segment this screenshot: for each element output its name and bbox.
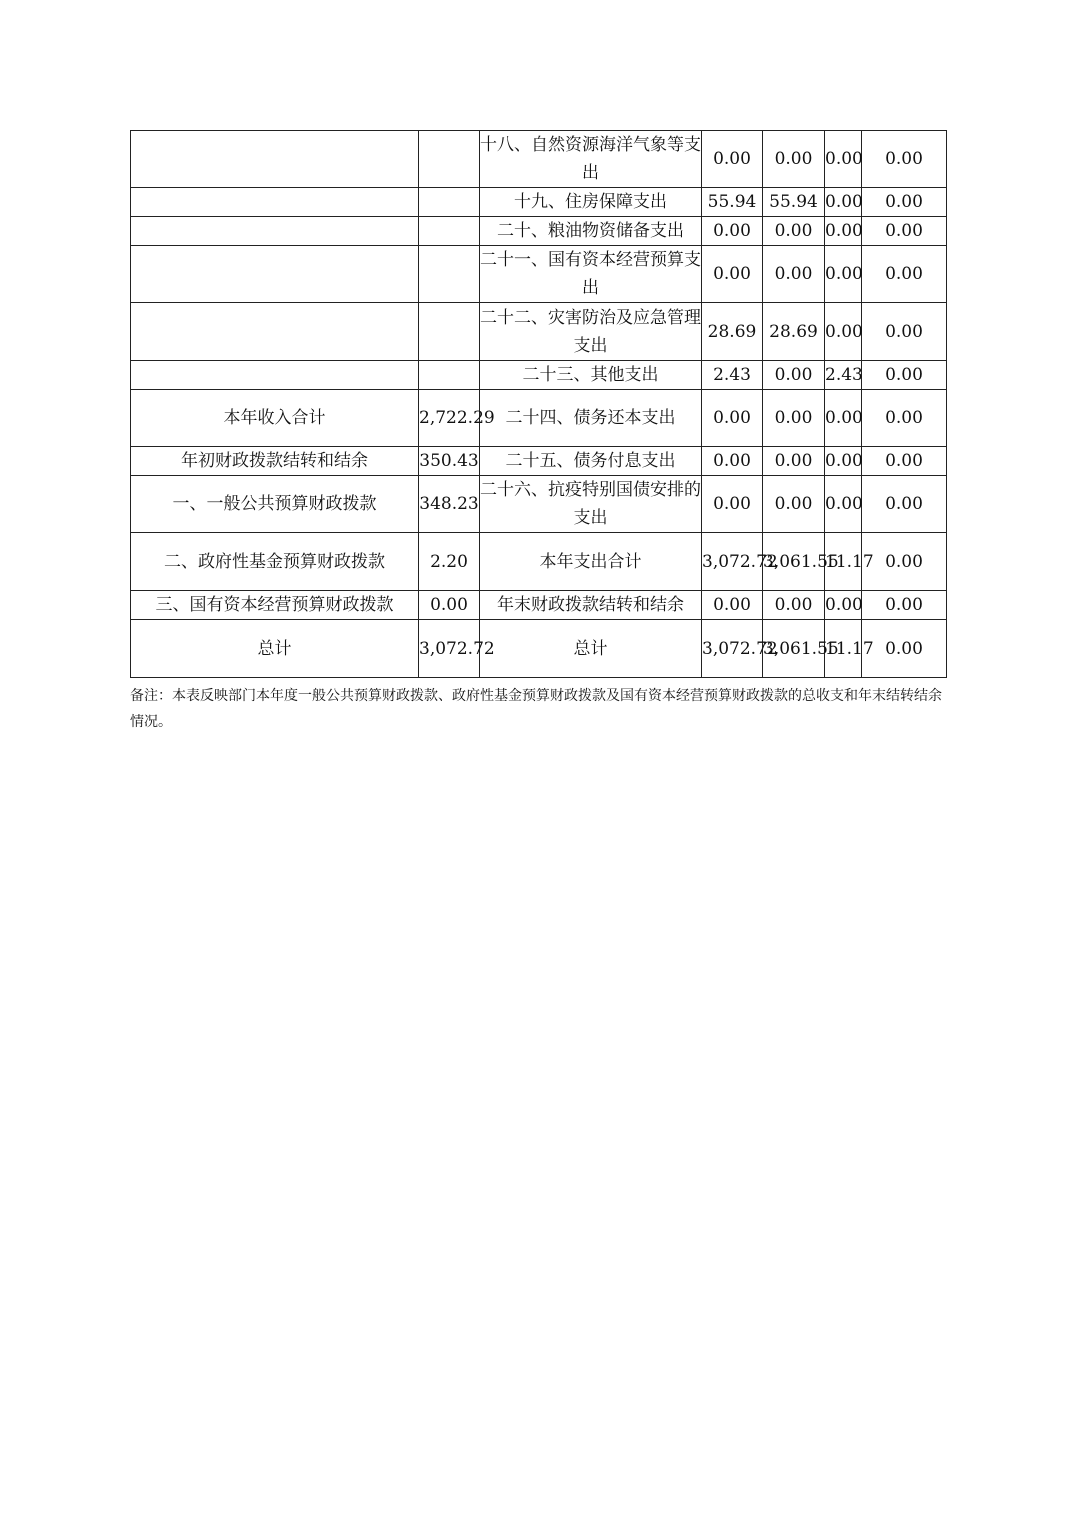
expense-state-capital-cell: 0.00 — [862, 620, 947, 678]
expense-total-cell: 0.00 — [702, 131, 763, 188]
income-item-cell — [131, 361, 419, 390]
income-item-cell: 二、政府性基金预算财政拨款 — [131, 533, 419, 591]
income-item-cell: 三、国有资本经营预算财政拨款 — [131, 591, 419, 620]
expense-general-cell: 0.00 — [763, 131, 825, 188]
expense-item-cell: 年末财政拨款结转和结余 — [480, 591, 702, 620]
expense-general-cell: 0.00 — [763, 246, 825, 303]
income-item-cell — [131, 246, 419, 303]
expense-state-capital-cell: 0.00 — [862, 476, 947, 533]
expense-general-cell: 28.69 — [763, 303, 825, 361]
income-amount-cell: 348.23 — [419, 476, 480, 533]
expense-fund-cell: 0.00 — [825, 217, 862, 246]
expense-fund-cell: 0.00 — [825, 131, 862, 188]
expense-fund-cell: 11.17 — [825, 533, 862, 591]
expense-state-capital-cell: 0.00 — [862, 246, 947, 303]
expense-general-cell: 0.00 — [763, 390, 825, 447]
expense-total-cell: 3,072.72 — [702, 620, 763, 678]
income-amount-cell — [419, 131, 480, 188]
expense-state-capital-cell: 0.00 — [862, 217, 947, 246]
expense-item-cell: 二十、粮油物资储备支出 — [480, 217, 702, 246]
income-item-cell: 年初财政拨款结转和结余 — [131, 447, 419, 476]
income-item-cell — [131, 303, 419, 361]
table-row — [131, 620, 947, 678]
income-amount-cell — [419, 303, 480, 361]
expense-item-cell: 二十一、国有资本经营预算支出 — [480, 246, 702, 303]
expense-item-cell: 二十二、灾害防治及应急管理支出 — [480, 303, 702, 361]
table-row — [131, 533, 947, 591]
expense-state-capital-cell: 0.00 — [862, 131, 947, 188]
expense-general-cell: 3,061.55 — [763, 533, 825, 591]
income-amount-cell: 2.20 — [419, 533, 480, 591]
expense-total-cell: 28.69 — [702, 303, 763, 361]
expense-total-cell: 0.00 — [702, 390, 763, 447]
expense-total-cell: 0.00 — [702, 476, 763, 533]
expense-item-cell: 二十五、债务付息支出 — [480, 447, 702, 476]
expense-general-cell: 0.00 — [763, 361, 825, 390]
table-row — [131, 131, 947, 188]
expense-state-capital-cell: 0.00 — [862, 303, 947, 361]
expense-item-cell: 二十三、其他支出 — [480, 361, 702, 390]
expense-item-cell: 总计 — [480, 620, 702, 678]
table-row — [131, 303, 947, 361]
income-item-cell — [131, 131, 419, 188]
income-amount-cell: 350.43 — [419, 447, 480, 476]
expense-fund-cell: 0.00 — [825, 591, 862, 620]
expense-state-capital-cell: 0.00 — [862, 533, 947, 591]
income-amount-cell — [419, 217, 480, 246]
expense-fund-cell: 0.00 — [825, 188, 862, 217]
table-row — [131, 447, 947, 476]
income-item-cell — [131, 217, 419, 246]
table-row — [131, 476, 947, 533]
expense-general-cell: 3,061.55 — [763, 620, 825, 678]
expense-total-cell: 55.94 — [702, 188, 763, 217]
expense-state-capital-cell: 0.00 — [862, 188, 947, 217]
income-amount-cell — [419, 361, 480, 390]
expense-fund-cell: 11.17 — [825, 620, 862, 678]
income-amount-cell: 2,722.29 — [419, 390, 480, 447]
expense-item-cell: 二十六、抗疫特别国债安排的支出 — [480, 476, 702, 533]
expense-item-cell: 本年支出合计 — [480, 533, 702, 591]
expense-item-cell: 十九、住房保障支出 — [480, 188, 702, 217]
income-item-cell: 总计 — [131, 620, 419, 678]
expense-fund-cell: 0.00 — [825, 476, 862, 533]
expense-fund-cell: 0.00 — [825, 246, 862, 303]
expense-total-cell: 0.00 — [702, 246, 763, 303]
income-amount-cell: 3,072.72 — [419, 620, 480, 678]
expense-general-cell: 0.00 — [763, 217, 825, 246]
expense-state-capital-cell: 0.00 — [862, 591, 947, 620]
table-row — [131, 390, 947, 447]
expense-state-capital-cell: 0.00 — [862, 447, 947, 476]
expense-fund-cell: 2.43 — [825, 361, 862, 390]
expense-fund-cell: 0.00 — [825, 447, 862, 476]
budget-table — [130, 130, 947, 678]
income-item-cell: 一、一般公共预算财政拨款 — [131, 476, 419, 533]
income-item-cell: 本年收入合计 — [131, 390, 419, 447]
expense-general-cell: 55.94 — [763, 188, 825, 217]
expense-total-cell: 2.43 — [702, 361, 763, 390]
table-row — [131, 246, 947, 303]
expense-total-cell: 0.00 — [702, 217, 763, 246]
expense-general-cell: 0.00 — [763, 476, 825, 533]
expense-item-cell: 十八、自然资源海洋气象等支出 — [480, 131, 702, 188]
table-row — [131, 217, 947, 246]
table-row — [131, 188, 947, 217]
expense-state-capital-cell: 0.00 — [862, 390, 947, 447]
expense-item-cell: 二十四、债务还本支出 — [480, 390, 702, 447]
expense-total-cell: 3,072.72 — [702, 533, 763, 591]
expense-fund-cell: 0.00 — [825, 390, 862, 447]
expense-general-cell: 0.00 — [763, 447, 825, 476]
expense-fund-cell: 0.00 — [825, 303, 862, 361]
expense-total-cell: 0.00 — [702, 591, 763, 620]
expense-total-cell: 0.00 — [702, 447, 763, 476]
table-footnote: 备注：本表反映部门本年度一般公共预算财政拨款、政府性基金预算财政拨款及国有资本经营预算财政拨款的总收支和年末结转结余情况。 — [130, 688, 942, 730]
expense-general-cell: 0.00 — [763, 591, 825, 620]
table-row — [131, 591, 947, 620]
income-item-cell — [131, 188, 419, 217]
expense-state-capital-cell: 0.00 — [862, 361, 947, 390]
table-row — [131, 361, 947, 390]
income-amount-cell — [419, 188, 480, 217]
income-amount-cell — [419, 246, 480, 303]
income-amount-cell: 0.00 — [419, 591, 480, 620]
